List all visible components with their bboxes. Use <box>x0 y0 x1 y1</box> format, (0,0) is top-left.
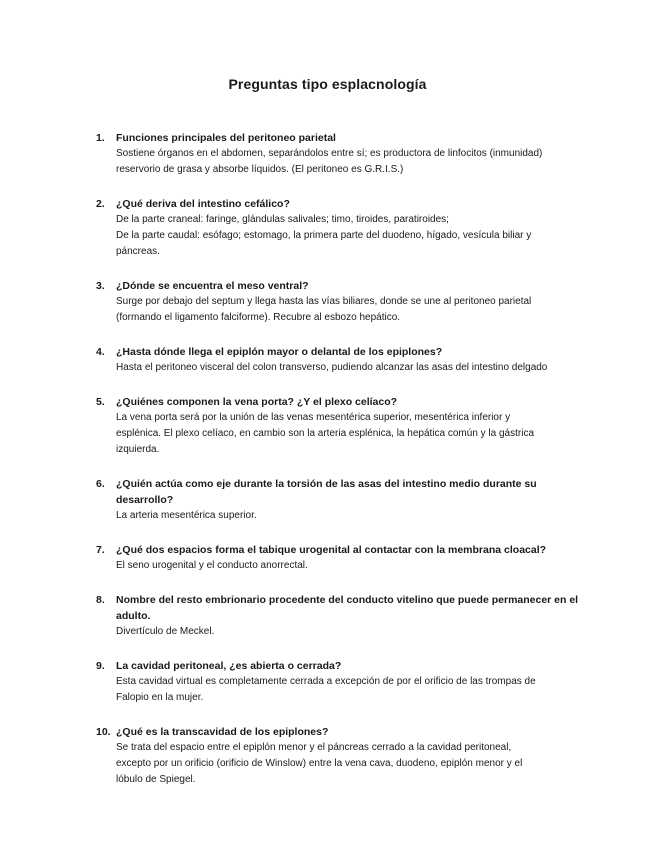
question-number: 4. <box>96 346 105 358</box>
answer-line: Hasta el peritoneo visceral del colon transverso, pudiendo alcanzar las asas del intestino delgado <box>116 362 548 373</box>
answer-line: izquierda. <box>116 444 160 455</box>
question-text: ¿Qué es la transcavidad de los epiplones? <box>116 726 329 738</box>
question-list <box>96 130 586 806</box>
answer-line: Divertículo de Meckel. <box>116 626 215 637</box>
question-item <box>96 278 586 326</box>
answer-line: Sostiene órganos en el abdomen, separándolos entre sí; es productora de linfocitos (inmunidad) <box>116 148 543 159</box>
answer-line: Se trata del espacio entre el epiplón menor y el páncreas cerrado a la cavidad peritoneal, <box>116 742 512 753</box>
question-text: ¿Qué dos espacios forma el tabique urogenital al contactar con la membrana cloacal? <box>116 544 547 556</box>
question-text: La cavidad peritoneal, ¿es abierta o cerrada? <box>116 660 342 672</box>
question-text: Funciones principales del peritoneo parietal <box>116 132 336 144</box>
answer-line: esplénica. El plexo celíaco, en cambio son la arteria esplénica, la hepática común y la gástrica <box>116 428 535 439</box>
question-item <box>96 130 586 178</box>
answer-line: (formando el ligamento falciforme). Recubre al esbozo hepático. <box>116 312 401 323</box>
answer-line: La vena porta será por la unión de las venas mesentérica superior, mesentérica inferior y <box>116 412 511 423</box>
question-number: 2. <box>96 198 105 210</box>
question-number: 9. <box>96 660 105 672</box>
answer-line: Esta cavidad virtual es completamente cerrada a excepción de por el orificio de las trompas de <box>116 676 536 687</box>
answer-line: La arteria mesentérica superior. <box>116 510 257 521</box>
question-item <box>96 592 586 640</box>
question-text: desarrollo? <box>116 494 174 506</box>
page-title: Preguntas tipo esplacnología <box>228 76 427 92</box>
question-item <box>96 542 586 574</box>
question-item <box>96 196 586 260</box>
answer-line: excepto por un orificio (orificio de Winslow) entre la vena cava, duodeno, epiplón menor y el <box>116 758 523 769</box>
question-number: 10. <box>96 726 111 738</box>
answer-line: De la parte caudal: esófago; estomago, la primera parte del duodeno, hígado, vesícula biliar y <box>116 230 532 241</box>
question-item <box>96 344 586 376</box>
question-item <box>96 394 586 458</box>
answer-line: páncreas. <box>116 246 160 257</box>
question-number: 5. <box>96 396 105 408</box>
question-text: ¿Hasta dónde llega el epiplón mayor o delantal de los epiplones? <box>116 346 443 358</box>
answer-line: lóbulo de Spiegel. <box>116 774 196 785</box>
question-number: 7. <box>96 544 105 556</box>
question-text: ¿Quiénes componen la vena porta? ¿Y el plexo celíaco? <box>116 396 398 408</box>
answer-line: reservorio de grasa y absorbe líquidos. (El peritoneo es G.R.I.S.) <box>116 164 404 175</box>
question-item <box>96 724 586 788</box>
answer-line: Surge por debajo del septum y llega hasta las vías biliares, donde se une al peritoneo parietal <box>116 296 532 307</box>
question-text: Nombre del resto embrionario procedente del conducto vitelino que puede permanecer en el <box>116 594 579 606</box>
answer-line: De la parte craneal: faringe, glándulas salivales; timo, tiroides, paratiroides; <box>116 214 449 225</box>
question-text: ¿Dónde se encuentra el meso ventral? <box>116 280 309 292</box>
question-item <box>96 476 586 524</box>
question-number: 8. <box>96 594 105 606</box>
question-number: 6. <box>96 478 105 490</box>
answer-line: Falopio en la mujer. <box>116 692 204 703</box>
question-number: 1. <box>96 132 105 144</box>
question-text: ¿Qué deriva del intestino cefálico? <box>116 198 290 210</box>
question-number: 3. <box>96 280 105 292</box>
question-text: adulto. <box>116 610 151 622</box>
question-item <box>96 658 586 706</box>
answer-line: El seno urogenital y el conducto anorrectal. <box>116 560 308 571</box>
question-text: ¿Quién actúa como eje durante la torsión de las asas del intestino medio durante su <box>116 478 537 490</box>
